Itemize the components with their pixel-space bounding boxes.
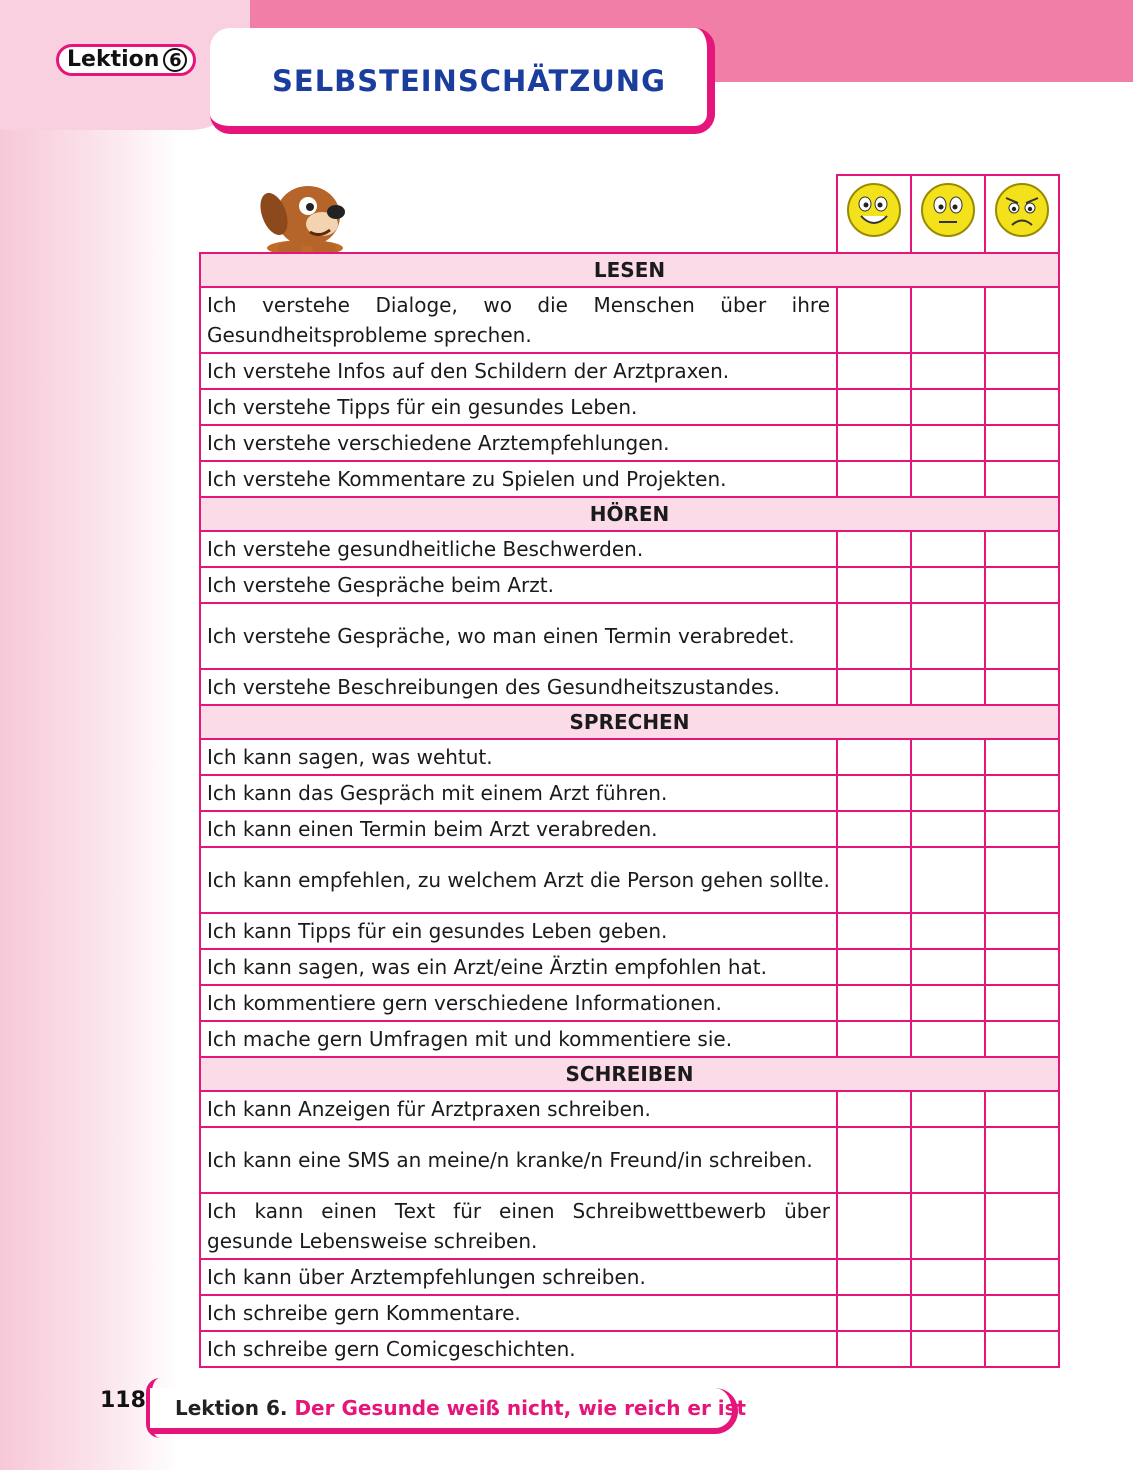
happy-rating-cell[interactable] [837, 775, 911, 811]
happy-face-icon [844, 180, 904, 240]
section-heading-row [200, 497, 1059, 531]
neutral-rating-cell[interactable] [911, 389, 985, 425]
section-heading-row [200, 705, 1059, 739]
happy-rating-cell[interactable] [837, 1295, 911, 1331]
happy-rating-cell[interactable] [837, 669, 911, 705]
sad-rating-cell[interactable] [985, 1295, 1059, 1331]
neutral-face-header [911, 175, 985, 253]
statement-text: Ich kann empfehlen, zu welchem Arzt die Person gehen sollte. [200, 847, 837, 913]
footer-lesson: Lektion 6. [175, 1396, 288, 1420]
neutral-rating-cell[interactable] [911, 949, 985, 985]
neutral-rating-cell[interactable] [911, 811, 985, 847]
statement-text: Ich verstehe Tipps für ein gesundes Leben. [200, 389, 837, 425]
neutral-rating-cell[interactable] [911, 1331, 985, 1367]
happy-rating-cell[interactable] [837, 287, 911, 353]
neutral-rating-cell[interactable] [911, 739, 985, 775]
statement-text: Ich mache gern Umfragen mit und kommentiere sie. [200, 1021, 837, 1057]
statement-text: Ich verstehe Dialoge, wo die Menschen über ihre Gesundheitsprobleme sprechen. [200, 287, 837, 353]
section-heading: SCHREIBEN [200, 1057, 1059, 1091]
self-assessment-table [199, 174, 1060, 1368]
lesson-label: Lektion [67, 47, 160, 72]
happy-rating-cell[interactable] [837, 1193, 911, 1259]
sad-rating-cell[interactable] [985, 1331, 1059, 1367]
neutral-rating-cell[interactable] [911, 1021, 985, 1057]
happy-rating-cell[interactable] [837, 603, 911, 669]
statement-row [200, 287, 1059, 353]
sad-rating-cell[interactable] [985, 1091, 1059, 1127]
statement-row [200, 567, 1059, 603]
statement-row [200, 775, 1059, 811]
footer-title [175, 1396, 746, 1420]
sad-rating-cell[interactable] [985, 567, 1059, 603]
statement-text: Ich schreibe gern Comicgeschichten. [200, 1331, 837, 1367]
neutral-rating-cell[interactable] [911, 985, 985, 1021]
statement-row [200, 531, 1059, 567]
section-heading-row [200, 1057, 1059, 1091]
statement-text: Ich kann das Gespräch mit einem Arzt führen. [200, 775, 837, 811]
happy-rating-cell[interactable] [837, 913, 911, 949]
statement-row [200, 669, 1059, 705]
page-left-gradient [0, 0, 180, 1470]
statement-text: Ich verstehe Kommentare zu Spielen und Projekten. [200, 461, 837, 497]
sad-face-icon [992, 180, 1052, 240]
lesson-number: 6 [163, 48, 187, 72]
happy-rating-cell[interactable] [837, 567, 911, 603]
statement-text: Ich kann eine SMS an meine/n kranke/n Freund/in schreiben. [200, 1127, 837, 1193]
neutral-rating-cell[interactable] [911, 353, 985, 389]
statement-text: Ich kann über Arztempfehlungen schreiben. [200, 1259, 837, 1295]
statement-row [200, 847, 1059, 913]
happy-rating-cell[interactable] [837, 1331, 911, 1367]
statement-text: Ich kann einen Text für einen Schreibwettbewerb über gesunde Lebensweise schreiben. [200, 1193, 837, 1259]
happy-rating-cell[interactable] [837, 1259, 911, 1295]
happy-face-header [837, 175, 911, 253]
statement-row [200, 1091, 1059, 1127]
sad-rating-cell[interactable] [985, 949, 1059, 985]
statement-text: Ich verstehe Infos auf den Schildern der Arztpraxen. [200, 353, 837, 389]
happy-rating-cell[interactable] [837, 425, 911, 461]
sad-face-header [985, 175, 1059, 253]
sad-rating-cell[interactable] [985, 847, 1059, 913]
statement-text: Ich verstehe Gespräche, wo man einen Termin verabredet. [200, 603, 837, 669]
section-heading-row [200, 253, 1059, 287]
sad-rating-cell[interactable] [985, 1259, 1059, 1295]
footer-subtitle: Der Gesunde weiß nicht, wie reich er ist [294, 1396, 747, 1420]
lesson-badge [56, 44, 196, 76]
statement-text: Ich verstehe gesundheitliche Beschwerden. [200, 531, 837, 567]
sad-rating-cell[interactable] [985, 811, 1059, 847]
statement-text: Ich verstehe Gespräche beim Arzt. [200, 567, 837, 603]
sad-rating-cell[interactable] [985, 287, 1059, 353]
statement-text: Ich kann Anzeigen für Arztpraxen schreiben. [200, 1091, 837, 1127]
neutral-rating-cell[interactable] [911, 567, 985, 603]
statement-row [200, 739, 1059, 775]
sad-rating-cell[interactable] [985, 461, 1059, 497]
statement-row [200, 461, 1059, 497]
happy-rating-cell[interactable] [837, 1127, 911, 1193]
neutral-rating-cell[interactable] [911, 1193, 985, 1259]
statement-text: Ich kann sagen, was ein Arzt/eine Ärztin empfohlen hat. [200, 949, 837, 985]
sad-rating-cell[interactable] [985, 1193, 1059, 1259]
happy-rating-cell[interactable] [837, 389, 911, 425]
page-title: SELBSTEINSCHÄTZUNG [272, 64, 666, 98]
happy-rating-cell[interactable] [837, 531, 911, 567]
sad-rating-cell[interactable] [985, 775, 1059, 811]
statement-row [200, 1295, 1059, 1331]
happy-rating-cell[interactable] [837, 949, 911, 985]
sad-rating-cell[interactable] [985, 1021, 1059, 1057]
sad-rating-cell[interactable] [985, 739, 1059, 775]
statement-row [200, 811, 1059, 847]
section-heading: LESEN [200, 253, 1059, 287]
sad-rating-cell[interactable] [985, 389, 1059, 425]
statement-row [200, 949, 1059, 985]
happy-rating-cell[interactable] [837, 1091, 911, 1127]
neutral-rating-cell[interactable] [911, 1295, 985, 1331]
statement-row [200, 1127, 1059, 1193]
sad-rating-cell[interactable] [985, 913, 1059, 949]
statement-text: Ich kann sagen, was wehtut. [200, 739, 837, 775]
happy-rating-cell[interactable] [837, 353, 911, 389]
statement-row [200, 389, 1059, 425]
neutral-rating-cell[interactable] [911, 669, 985, 705]
happy-rating-cell[interactable] [837, 1021, 911, 1057]
statement-row [200, 1021, 1059, 1057]
statement-row [200, 603, 1059, 669]
happy-rating-cell[interactable] [837, 985, 911, 1021]
statement-text: Ich kommentiere gern verschiedene Informationen. [200, 985, 837, 1021]
page-number: 118 [100, 1388, 146, 1413]
statement-row [200, 985, 1059, 1021]
sad-rating-cell[interactable] [985, 353, 1059, 389]
neutral-face-icon [918, 180, 978, 240]
neutral-rating-cell[interactable] [911, 287, 985, 353]
statement-text: Ich kann einen Termin beim Arzt verabreden. [200, 811, 837, 847]
section-heading: SPRECHEN [200, 705, 1059, 739]
sad-rating-cell[interactable] [985, 603, 1059, 669]
happy-rating-cell[interactable] [837, 739, 911, 775]
face-row-spacer [200, 175, 837, 253]
statement-row [200, 1193, 1059, 1259]
happy-rating-cell[interactable] [837, 811, 911, 847]
neutral-rating-cell[interactable] [911, 1259, 985, 1295]
neutral-rating-cell[interactable] [911, 847, 985, 913]
neutral-rating-cell[interactable] [911, 1127, 985, 1193]
neutral-rating-cell[interactable] [911, 1091, 985, 1127]
statement-text: Ich verstehe verschiedene Arztempfehlungen. [200, 425, 837, 461]
neutral-rating-cell[interactable] [911, 775, 985, 811]
happy-rating-cell[interactable] [837, 461, 911, 497]
statement-row [200, 425, 1059, 461]
neutral-rating-cell[interactable] [911, 531, 985, 567]
statement-row [200, 1259, 1059, 1295]
neutral-rating-cell[interactable] [911, 603, 985, 669]
neutral-rating-cell[interactable] [911, 461, 985, 497]
sad-rating-cell[interactable] [985, 1127, 1059, 1193]
face-header-row [200, 175, 1059, 253]
statement-text: Ich schreibe gern Kommentare. [200, 1295, 837, 1331]
sad-rating-cell[interactable] [985, 669, 1059, 705]
section-heading: HÖREN [200, 497, 1059, 531]
statement-row [200, 913, 1059, 949]
neutral-rating-cell[interactable] [911, 425, 985, 461]
sad-rating-cell[interactable] [985, 425, 1059, 461]
sad-rating-cell[interactable] [985, 985, 1059, 1021]
happy-rating-cell[interactable] [837, 847, 911, 913]
neutral-rating-cell[interactable] [911, 913, 985, 949]
statement-text: Ich verstehe Beschreibungen des Gesundheitszustandes. [200, 669, 837, 705]
statement-text: Ich kann Tipps für ein gesundes Leben geben. [200, 913, 837, 949]
sad-rating-cell[interactable] [985, 531, 1059, 567]
statement-row [200, 353, 1059, 389]
statement-row [200, 1331, 1059, 1367]
